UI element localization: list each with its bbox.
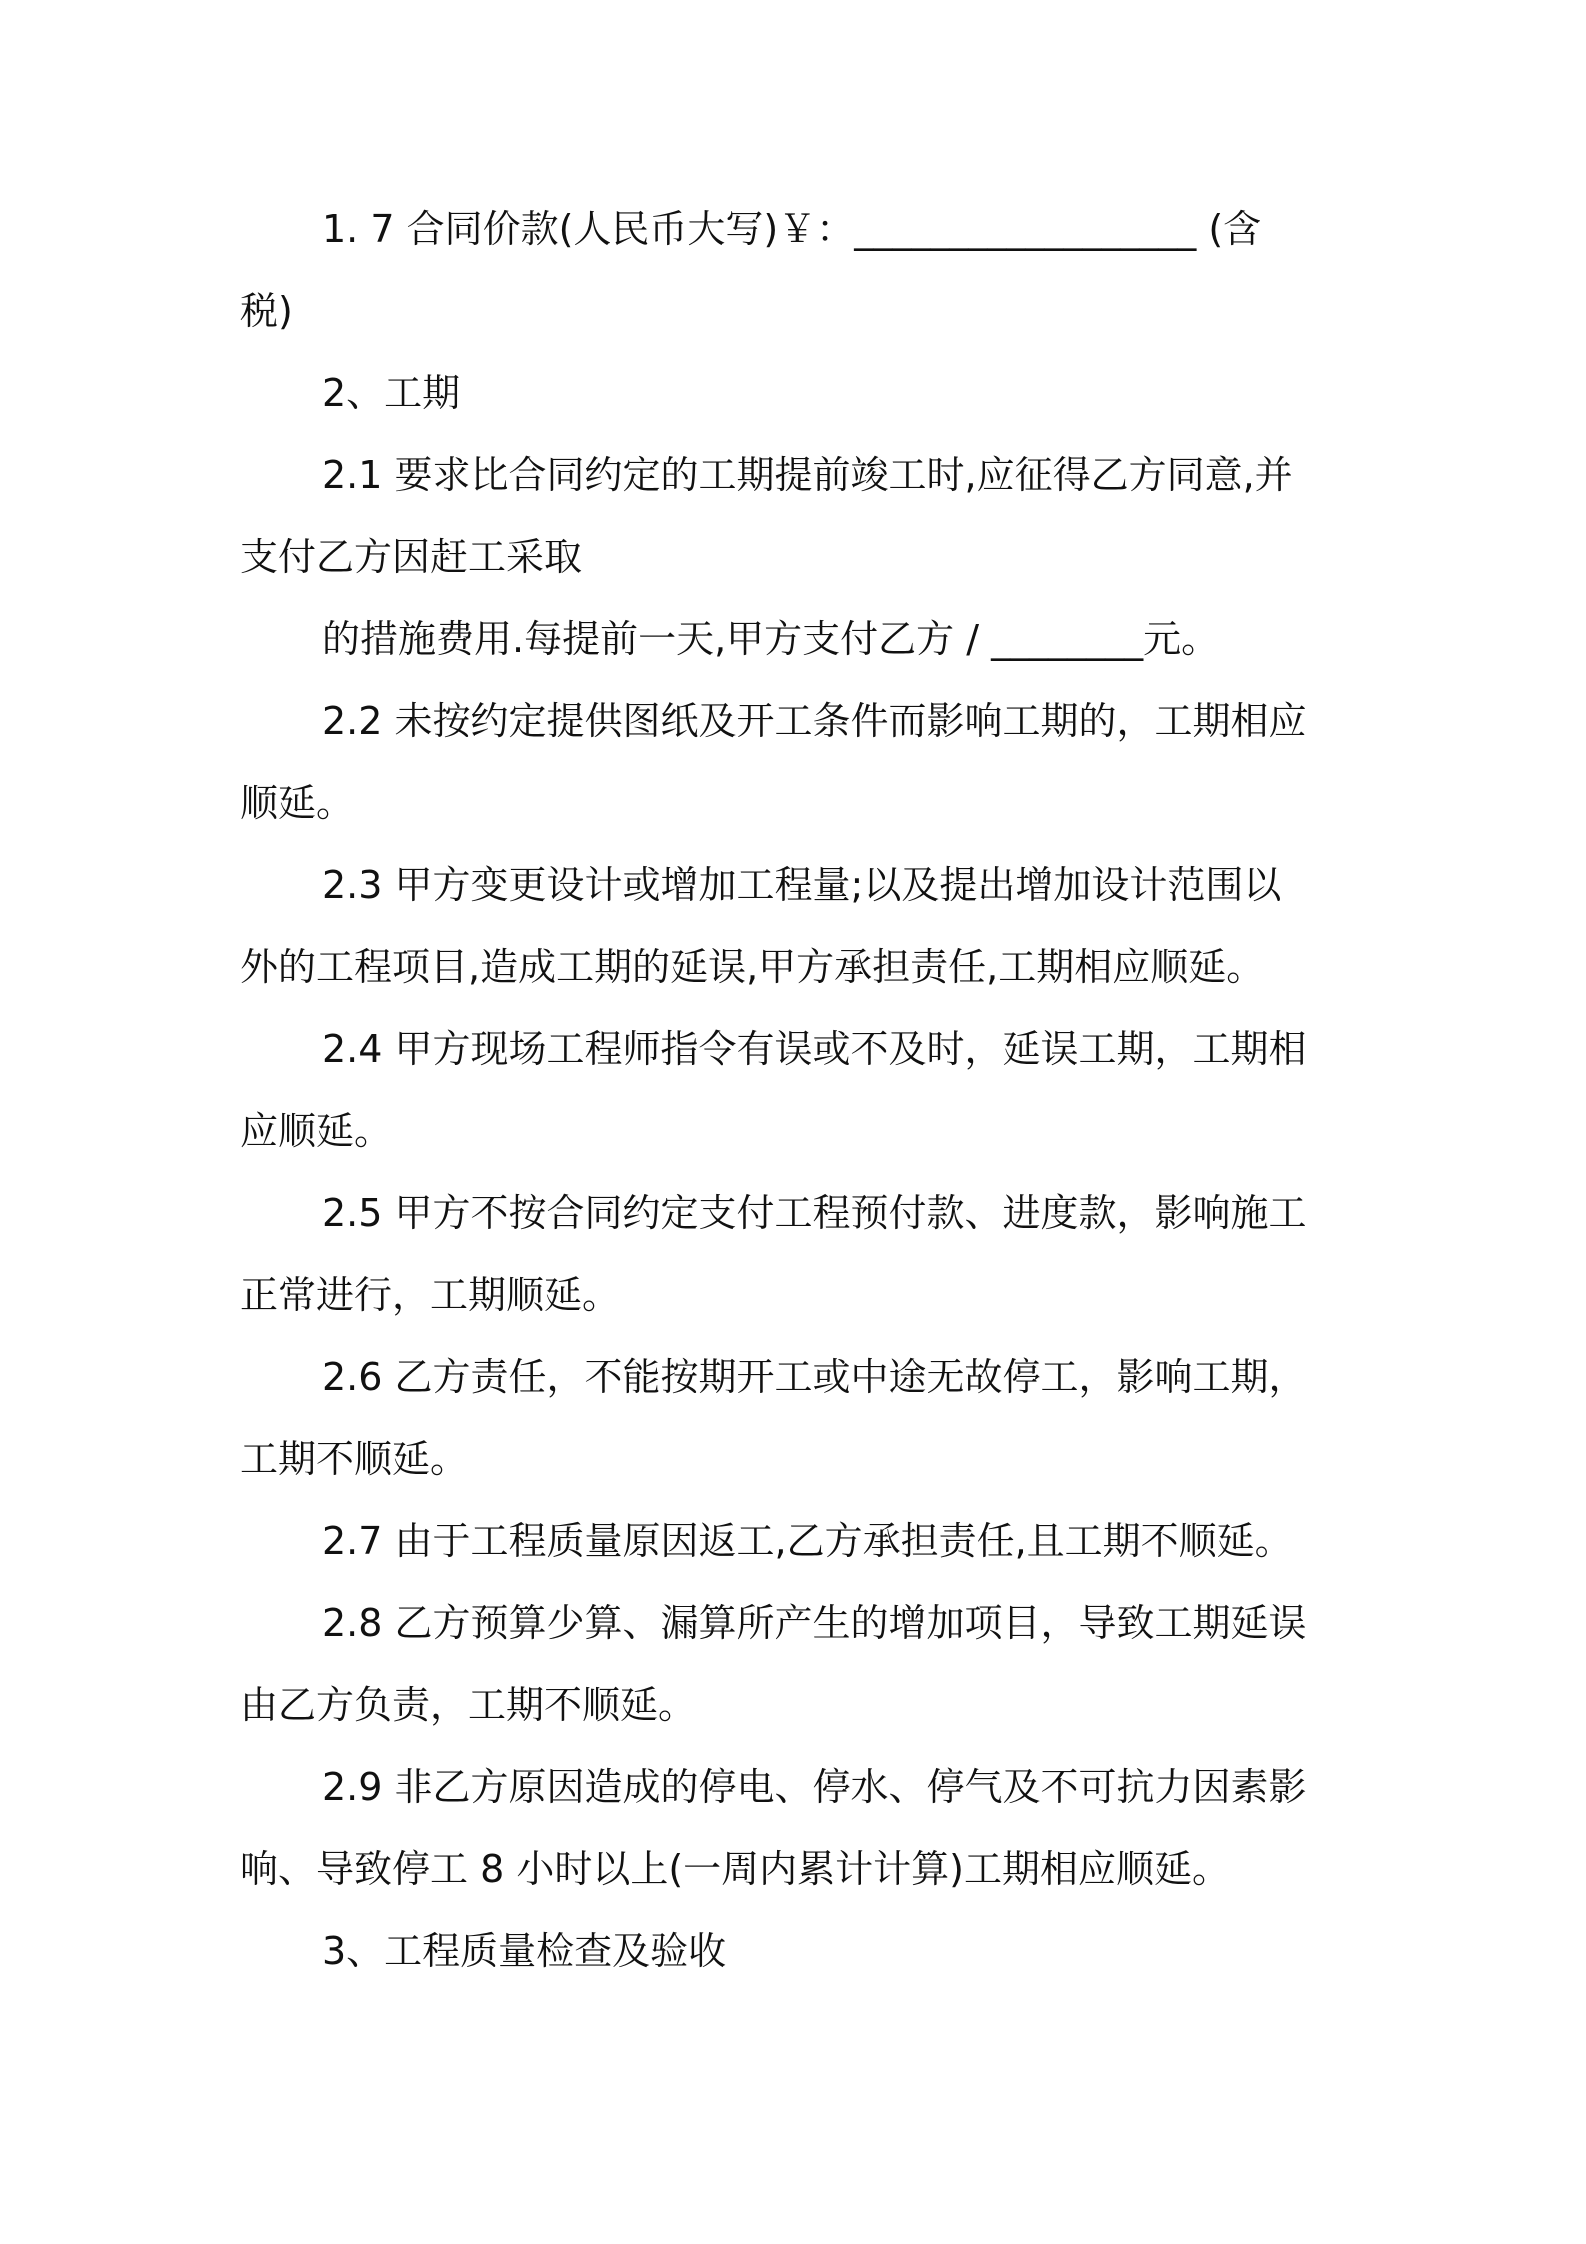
clause-2-1-line-2: 支付乙方因赶工采取 <box>240 535 583 579</box>
clause-2-9-line-1: 2.9 非乙方原因造成的停电、停水、停气及不可抗力因素影 <box>322 1765 1307 1809</box>
clause-2-3-line-1: 2.3 甲方变更设计或增加工程量;以及提出增加设计范围以 <box>322 863 1282 907</box>
clause-2-7-line-1: 2.7 由于工程质量原因返工,乙方承担责任,且工期不顺延。 <box>322 1519 1293 1563</box>
clause-2-4-line-1: 2.4 甲方现场工程师指令有误或不及时，延误工期，工期相 <box>322 1027 1307 1071</box>
clause-1-7-line-1: 1. 7 合同价款(人民币大写)￥：__________________ (含 <box>322 207 1262 251</box>
clause-2-3-line-2: 外的工程项目,造成工期的延误,甲方承担责任,工期相应顺延。 <box>240 945 1265 989</box>
clause-2-5-line-2: 正常进行，工期顺延。 <box>240 1273 621 1317</box>
section-2-heading: 2、工期 <box>322 371 461 415</box>
clause-2-6-line-1: 2.6 乙方责任，不能按期开工或中途无故停工，影响工期， <box>322 1355 1307 1399</box>
clause-2-6-line-2: 工期不顺延。 <box>240 1437 469 1481</box>
section-3-heading: 3、工程质量检查及验收 <box>322 1929 727 1973</box>
clause-2-8-line-1: 2.8 乙方预算少算、漏算所产生的增加项目，导致工期延误 <box>322 1601 1307 1645</box>
clause-2-8-line-2: 由乙方负责，工期不顺延。 <box>240 1683 697 1727</box>
clause-2-2-line-1: 2.2 未按约定提供图纸及开工条件而影响工期的，工期相应 <box>322 699 1307 743</box>
clause-2-1-line-3: 的措施费用.每提前一天,甲方支付乙方 / ________元。 <box>322 617 1220 661</box>
clause-2-4-line-2: 应顺延。 <box>240 1109 393 1153</box>
clause-1-7-line-2: 税) <box>240 289 293 333</box>
clause-2-5-line-1: 2.5 甲方不按合同约定支付工程预付款、进度款，影响施工 <box>322 1191 1307 1235</box>
clause-2-2-line-2: 顺延。 <box>240 781 355 825</box>
clause-2-1-line-1: 2.1 要求比合同约定的工期提前竣工时,应征得乙方同意,并 <box>322 453 1293 497</box>
clause-2-9-line-2: 响、导致停工 8 小时以上(一周内累计计算)工期相应顺延。 <box>240 1847 1230 1891</box>
